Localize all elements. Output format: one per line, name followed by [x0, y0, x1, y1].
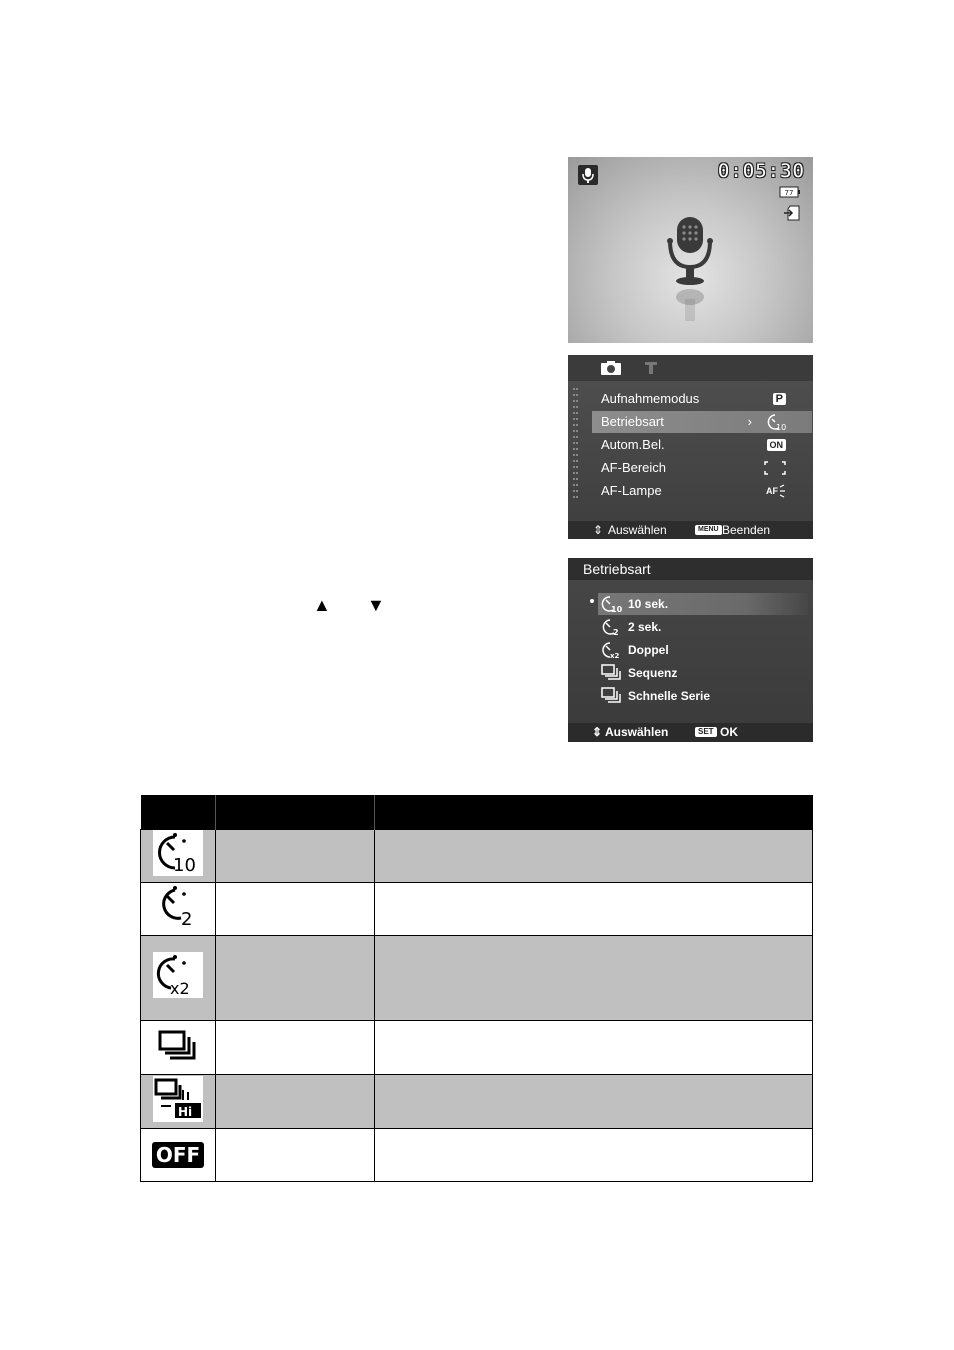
recording-timer: 0:05:30 — [717, 160, 805, 182]
option-schnelle-serie[interactable] — [598, 685, 808, 707]
menu-item-label: AF-Lampe — [601, 483, 662, 498]
menu-button-badge: MENU — [695, 525, 722, 535]
navigate-arrows-icon: ⇕ — [593, 523, 604, 537]
off-icon: OFF — [152, 1142, 204, 1168]
table-row — [141, 1128, 813, 1181]
option-label: 2 sek. — [628, 620, 662, 634]
svg-text:Hi: Hi — [178, 1104, 193, 1119]
camera-menu-screen — [568, 355, 813, 539]
menu-item-autom-bel[interactable] — [592, 434, 812, 456]
menu-item-label: Autom.Bel. — [601, 437, 665, 452]
table-row — [141, 935, 813, 1020]
svg-text:x2: x2 — [610, 652, 620, 660]
af-area-icon — [764, 457, 786, 479]
self-timer-double-icon — [153, 952, 203, 998]
table-header-description — [375, 795, 813, 829]
menu-item-af-bereich[interactable] — [592, 457, 812, 479]
menu-footer — [568, 521, 813, 539]
mode-value-badge: P — [773, 388, 786, 410]
exit-hint: Beenden — [722, 523, 771, 537]
high-speed-burst-icon — [601, 687, 621, 712]
svg-text:10: 10 — [173, 855, 196, 876]
option-doppel[interactable] — [598, 639, 808, 661]
camera-tab-icon[interactable] — [600, 360, 622, 381]
svg-text:x2: x2 — [170, 979, 190, 998]
option-label: Schnelle Serie — [628, 689, 711, 703]
up-arrow-icon: ▲ — [313, 595, 331, 615]
svg-text:2: 2 — [181, 909, 193, 930]
set-button-badge: SET — [695, 727, 717, 737]
option-10-sek[interactable] — [598, 593, 808, 615]
select-hint: Auswählen — [605, 725, 669, 739]
burst-icon — [153, 1022, 203, 1068]
menu-item-label: AF-Bereich — [601, 460, 667, 475]
drive-mode-submenu-screen — [568, 558, 813, 742]
voice-recording-screen — [568, 157, 813, 343]
selected-bullet — [590, 599, 594, 603]
menu-item-af-lampe[interactable] — [592, 480, 812, 502]
table-header-name — [216, 795, 375, 829]
svg-text:77: 77 — [784, 189, 794, 197]
self-timer-10-icon — [766, 411, 786, 433]
menu-item-label: Aufnahmemodus — [601, 391, 700, 406]
menu-item-label: Betriebsart — [601, 414, 664, 429]
svg-text:10: 10 — [776, 423, 787, 432]
table-row — [141, 1020, 813, 1074]
self-timer-10-icon — [153, 830, 203, 876]
svg-text:2: 2 — [613, 628, 619, 637]
scroll-indicator — [573, 388, 579, 507]
high-speed-burst-icon — [153, 1076, 203, 1122]
on-badge: ON — [767, 434, 787, 456]
menu-item-betriebsart[interactable] — [592, 411, 812, 433]
option-label: Doppel — [628, 643, 669, 657]
submenu-footer — [568, 723, 813, 742]
option-2-sek[interactable] — [598, 616, 808, 638]
down-arrow-icon: ▼ — [367, 595, 385, 615]
large-microphone-icon — [663, 215, 719, 330]
option-label: Sequenz — [628, 666, 678, 680]
option-sequenz[interactable] — [598, 662, 808, 684]
microphone-icon — [578, 165, 598, 185]
battery-icon — [779, 185, 801, 203]
table-row — [141, 829, 813, 882]
table-row — [141, 882, 813, 935]
drive-mode-table — [140, 795, 813, 1182]
submenu-title: Betriebsart — [568, 558, 813, 580]
svg-text:10: 10 — [611, 605, 623, 614]
memory-card-icon — [783, 205, 801, 226]
option-label: 10 sek. — [628, 597, 669, 611]
table-row — [141, 1074, 813, 1128]
chevron-right-icon: › — [747, 414, 752, 429]
self-timer-2-icon — [153, 883, 203, 929]
settings-tab-icon[interactable] — [644, 360, 658, 381]
af-lamp-icon: AF — [766, 480, 786, 502]
table-header-icon — [141, 795, 216, 829]
select-hint: Auswählen — [608, 523, 667, 537]
table-header-row — [141, 795, 813, 829]
menu-item-aufnahmemodus[interactable] — [592, 388, 812, 410]
ok-hint: OK — [720, 725, 738, 739]
up-down-arrows-icon: ⇕ — [592, 725, 603, 739]
